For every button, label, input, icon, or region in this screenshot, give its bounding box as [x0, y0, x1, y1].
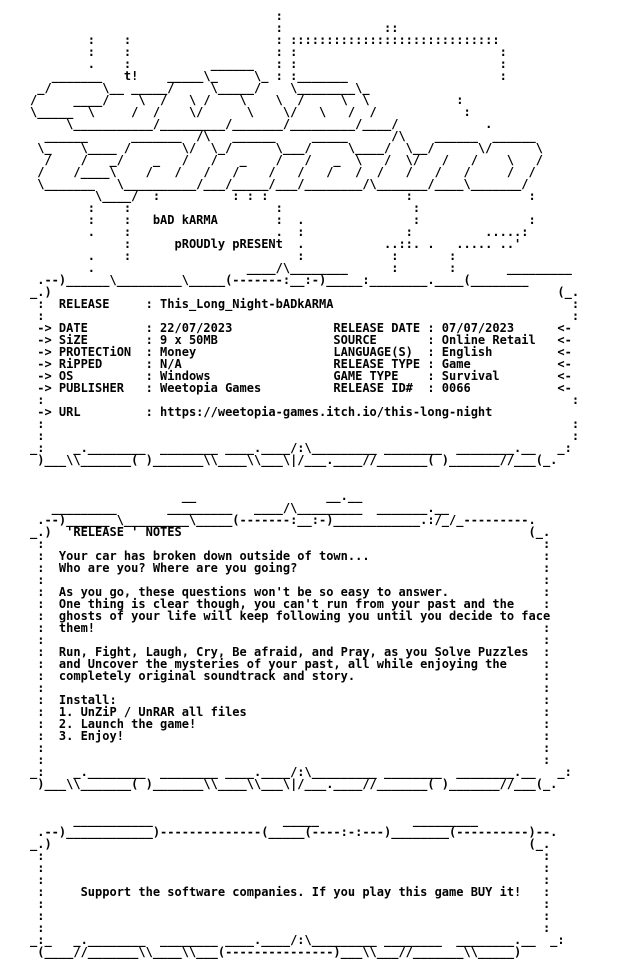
- nfo-line: -> SiZE : 9 x 50MB SOURCE : Online Retail <-: [30, 333, 572, 347]
- nfo-line: / / _/ _ / / _ / / _ \ / \/ / / \ /: [30, 153, 543, 167]
- nfo-line: _:_ _.________ ________ ____.____/:\_________ ________ ________.__ _:: [30, 933, 565, 947]
- nfo-line: / ____/ \ / \ / \ \ / \ \ :: [30, 93, 464, 107]
- nfo-line: : :: [30, 537, 551, 551]
- nfo-line: _.) 'RELEASE ' NOTES (_.: [30, 525, 551, 539]
- nfo-line: : : : : :: [30, 45, 507, 59]
- nfo-line: : :: [30, 429, 580, 443]
- nfo-line: : :: [30, 897, 551, 911]
- nfo-line: _/ \__ _____/ \_____/ \________\_: [30, 81, 370, 95]
- nfo-line: : RELEASE : This_Long_Night-bADkARMA :: [30, 297, 580, 311]
- nfo-line: : :: [30, 393, 580, 407]
- nfo-line: : : : :::::::::::::::::::::::::::::: [30, 33, 500, 47]
- nfo-line: : ::: [30, 21, 399, 35]
- nfo-line: : ghosts of your life will keep following you until you decide to face: [30, 609, 551, 623]
- nfo-line: : pROUDly pRESENt . ..::. . ..... ..': [30, 237, 522, 251]
- nfo-line: -> RiPPED : N/A RELEASE TYPE : Game <-: [30, 357, 572, 371]
- nfo-line: : : bAD kARMA : . : :: [30, 213, 536, 227]
- nfo-line: (____//_______\\____\\___(---------------)___\\___//_______\\_____): [30, 945, 522, 959]
- nfo-line: _________ _________ ____/\_________ _______.__: [30, 501, 450, 515]
- nfo-line: : :: [30, 741, 551, 755]
- nfo-line: \_ \____ / \/ \_/ \___/ \____/ \__/ \/ \: [30, 141, 543, 155]
- nfo-line: : :: [30, 861, 551, 875]
- nfo-line: ______ _______ /\ ______ _____ /\ ______ ______: [30, 129, 536, 143]
- nfo-line: : :: [30, 681, 551, 695]
- nfo-line: -> DATE : 22/07/2023 RELEASE DATE : 07/07/2023 <-: [30, 321, 572, 335]
- nfo-line: )___\\_______( )_______\\____\\___\|/___.____//_______( )_______//___(_.: [30, 777, 558, 791]
- nfo-line: \_______ \__________/___/_____/___/________/\_______/____\_______/: [30, 177, 529, 191]
- nfo-line: . : : : :: [30, 249, 457, 263]
- nfo-line: : One thing is clear though, you can't run from your past and the :: [30, 597, 551, 611]
- nfo-line: : As you go, these questions won't be so easy to answer. :: [30, 585, 551, 599]
- nfo-line: : :: [30, 873, 551, 887]
- nfo-line: : 3. Enjoy! :: [30, 729, 551, 743]
- nfo-line: : and Uncover the mysteries of your past, all while enjoying the :: [30, 657, 551, 671]
- nfo-line: : Run, Fight, Laugh, Cry, Be afraid, and Pray, as you Solve Puzzles :: [30, 645, 551, 659]
- nfo-line: : 2. Launch the game! :: [30, 717, 551, 731]
- nfo-line: : :: [30, 909, 551, 923]
- nfo-line: : Install: :: [30, 693, 551, 707]
- nfo-line: __ __.__: [30, 489, 363, 503]
- nfo-line: : :: [30, 309, 580, 323]
- nfo-line: : :: [30, 753, 551, 767]
- nfo-line: )___\\_______( )_______\\____\\___\|/___.____//_______( )_______//___(_.: [30, 453, 558, 467]
- nfo-line: -> PROTECTiON : Money LANGUAGE(S) : English <-: [30, 345, 572, 359]
- nfo-line: -> PUBLISHER : Weetopia Games RELEASE ID# : 0066 <-: [30, 381, 572, 395]
- nfo-line: [30, 790, 624, 802]
- nfo-line: : 1. UnZiP / UnRAR all files :: [30, 705, 551, 719]
- nfo-line: : :: [30, 849, 551, 863]
- nfo-line: [30, 466, 624, 478]
- nfo-line: _: _.________ ________ ____.____/:\_________ ________ ________.__ _:: [30, 765, 572, 779]
- nfo-line: : :: [30, 921, 551, 935]
- nfo-line: _.) (_.: [30, 837, 551, 851]
- nfo-line: _______ t! _____\_ \_ : :_______ :: [30, 69, 507, 83]
- nfo-line: .--)______ \_________\_____(-------:__:-)____________.:/_/_---------.: [30, 513, 536, 527]
- nfo-line: : : : :: [30, 201, 421, 215]
- nfo-line: . : . : : .....:: [30, 225, 529, 239]
- nfo-line: .--)____________)--------------(_____(----:-:---)________(----------)--.: [30, 825, 558, 839]
- nfo-line: . ____/\________ : : _________: [30, 261, 572, 275]
- nfo-line: \___________/_________/_______/_________/____/ .: [30, 117, 493, 131]
- nfo-line: -> URL : https://weetopia-games.itch.io/this-long-night: [30, 405, 493, 419]
- nfo-line: \____/ : : : : : :: [30, 189, 536, 203]
- nfo-line: -> OS : Windows GAME TYPE : Survival <-: [30, 369, 572, 383]
- nfo-line: : :: [30, 573, 551, 587]
- nfo-line: _.) (_.: [30, 285, 580, 299]
- nfo-line: / /____\ / / / / / / / / / / / / / /: [30, 165, 536, 179]
- nfo-line: . : ______ : : :: [30, 57, 507, 71]
- nfo-line: ___________ _____ _________: [30, 813, 478, 827]
- nfo-line: :: [30, 9, 283, 23]
- nfo-line: _: _.________ ________ ____.____/:\_________ ________ ________.__ _:: [30, 441, 572, 455]
- nfo-line: : Who are you? Where are you going? :: [30, 561, 551, 575]
- nfo-line: : Your car has broken down outside of town... :: [30, 549, 551, 563]
- nfo-line: : :: [30, 417, 580, 431]
- nfo-line: : Support the software companies. If you play this game BUY it! :: [30, 885, 551, 899]
- nfo-line: : :: [30, 633, 551, 647]
- nfo-line: .--)______\_________\_____(-------:__:-)_____:________.____(________: [30, 273, 529, 287]
- nfo-line: \_____ \ / / \/ \ \/ \ / / :: [30, 105, 471, 119]
- nfo-line: : them! :: [30, 621, 551, 635]
- nfo-line: : completely original soundtrack and story. :: [30, 669, 551, 683]
